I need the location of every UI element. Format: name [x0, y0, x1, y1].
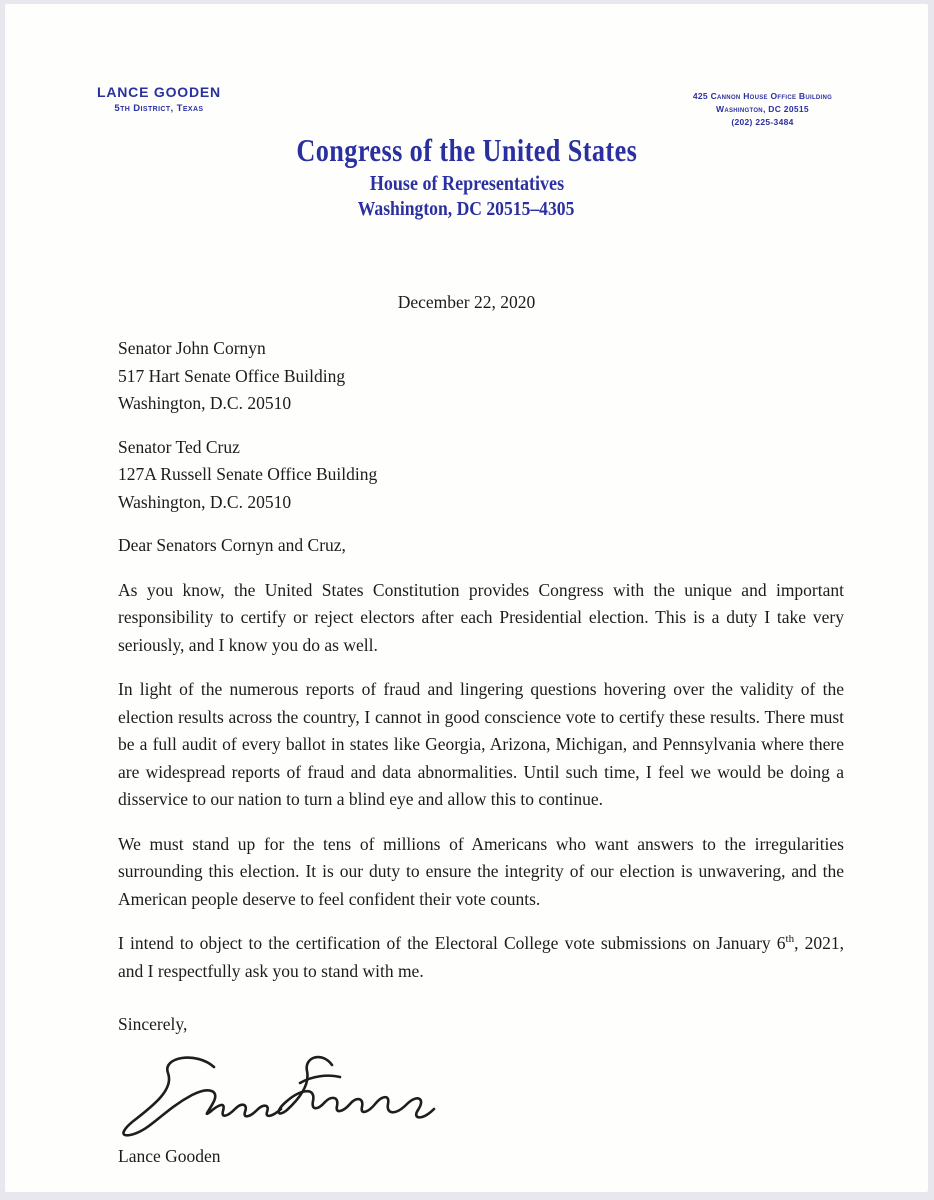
office-phone: (202) 225-3484: [731, 117, 794, 127]
letterhead-member-block: [97, 84, 221, 114]
masthead: [5, 132, 928, 221]
paragraph-4-text: I intend to object to the certification of the Electoral College vote submissions on January 6: [118, 933, 786, 953]
recipient-city: Washington, D.C. 20510: [118, 393, 292, 413]
typed-signature-name: Lance Gooden: [118, 1145, 221, 1166]
paragraph-4: [118, 930, 844, 985]
salutation: Dear Senators Cornyn and Cruz,: [118, 535, 346, 555]
recipient-address: 517 Hart Senate Office Building: [118, 365, 346, 386]
letter-body: [118, 335, 844, 1170]
paragraph-2: In light of the numerous reports of fraud and lingering questions hovering over the validity of the election results across the country, I cannot in good conscience vote to certify these results. There must be a full audit of every ballot in states like Georgia, Arizona, Michigan, and Pennsylvania where there are widespread reports of fraud and data abnormalities. Until such time, I feel we would be doing a disservice to our nation to turn a blind eye and allow this to continue.: [118, 679, 844, 809]
chamber-title: House of Representatives: [369, 171, 564, 195]
congress-title: Congress of the United States: [296, 132, 637, 168]
signature-image: [118, 1049, 448, 1141]
recipient-block-cornyn: [118, 335, 844, 418]
letter-page: [5, 4, 928, 1192]
recipient-name: Senator Ted Cruz: [118, 436, 240, 457]
date-line: December 22, 2020: [397, 292, 536, 312]
recipient-city: Washington, D.C. 20510: [118, 491, 292, 512]
recipient-block-cruz: [118, 434, 844, 517]
recipient-name: Senator John Cornyn: [118, 338, 266, 358]
paragraph-4-text-end: , 2021, and I respectfully ask you to stand with me.: [118, 933, 845, 981]
member-district: 5th District, Texas: [114, 103, 204, 114]
office-address-line2: Washington, DC 20515: [716, 104, 809, 114]
letterhead-office-block: [655, 90, 870, 129]
paragraph-3: We must stand up for the tens of millions of Americans who want answers to the irregularities surrounding this election. It is our duty to ensure the integrity of our election is unwavering, and the American people deserve to feel confident their vote counts.: [118, 833, 844, 909]
paragraph-1: As you know, the United States Constitution provides Congress with the unique and important responsibility to certify or reject electors after each Presidential election. This is a duty I take very seriously, and I know you do as well.: [118, 579, 844, 655]
capitol-address: Washington, DC 20515–4305: [358, 198, 575, 220]
closing: Sincerely,: [118, 1014, 188, 1034]
ordinal-superscript: th: [785, 933, 795, 946]
member-name: LANCE GOODEN: [97, 84, 221, 100]
recipient-address: 127A Russell Senate Office Building: [118, 464, 378, 484]
office-address-line1: 425 Cannon House Office Building: [692, 91, 833, 101]
